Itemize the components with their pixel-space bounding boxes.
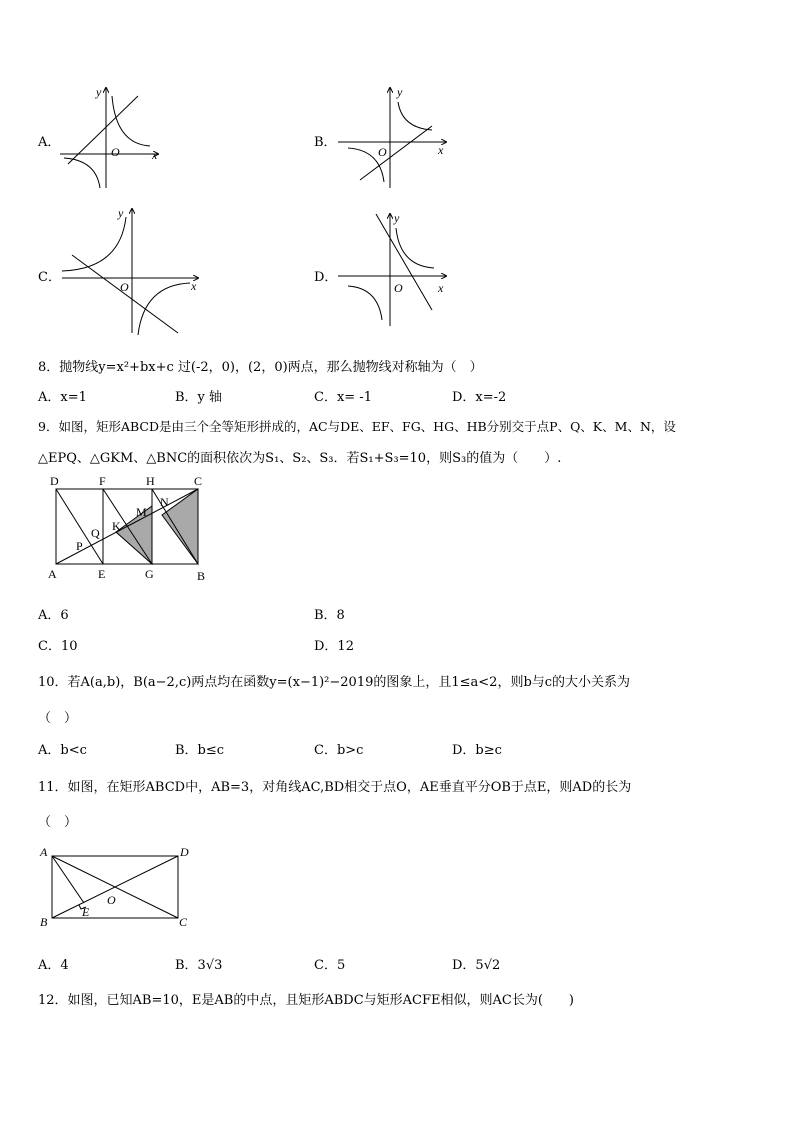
label-b: B [197, 569, 206, 583]
q7-option-d-graph [334, 210, 454, 330]
label-d: D [180, 845, 189, 859]
label-f: F [99, 474, 106, 488]
q10-stem: 10．若A(a,b)，B(a−2,c)两点均在函数y=(x−1)²−2019的图象上，且1≤a<2，则b与c的大小关系为 [38, 675, 631, 690]
q9-option-c[interactable]: C．10 [38, 639, 78, 654]
q11-option-d[interactable]: D．5√2 [452, 958, 501, 973]
q10-option-a[interactable]: A．b<c [38, 743, 87, 758]
q8-option-b[interactable]: B．y 轴 [175, 390, 223, 405]
y-label: y [394, 211, 400, 225]
q12-stem: 12．如图，已知AB=10，E是AB的中点，且矩形ABDC与矩形ACFE相似，则AC长为( ) [38, 993, 574, 1008]
q9-figure [44, 472, 224, 584]
q8-option-a[interactable]: A．x=1 [38, 390, 87, 405]
q11-option-b[interactable]: B．3√3 [175, 958, 223, 973]
label-e: E [98, 567, 106, 581]
line-graph [360, 126, 432, 180]
origin-label: O [378, 145, 387, 159]
hyperbola-branch-1 [396, 228, 434, 268]
q7-option-c-letter[interactable]: C． [38, 270, 61, 285]
q7-option-a-graph [58, 84, 178, 194]
hyperbola-branch-1 [398, 102, 432, 130]
hyperbola-branch-1 [112, 96, 150, 146]
label-o: O [107, 893, 116, 907]
q9-option-a[interactable]: A．6 [38, 608, 69, 623]
q10-paren: （ ） [38, 711, 78, 726]
label-a: A [40, 845, 48, 859]
origin-label: O [394, 281, 403, 295]
x-label: x [438, 143, 444, 157]
q7-option-c-graph [58, 203, 208, 338]
label-n: N [160, 495, 169, 509]
hyperbola-branch-2 [348, 286, 382, 320]
q10-option-b[interactable]: B．b≤c [175, 743, 225, 758]
q11-paren: （ ） [38, 815, 78, 830]
y-label: y [96, 85, 102, 99]
label-a: A [48, 567, 57, 581]
q11-option-c[interactable]: C．5 [314, 958, 346, 973]
label-c: C [194, 474, 203, 488]
label-m: M [136, 505, 147, 519]
label-h: H [146, 474, 155, 488]
q10-option-c[interactable]: C．b>c [314, 743, 364, 758]
y-label: y [118, 206, 124, 220]
x-label: x [438, 281, 444, 295]
label-k: K [112, 519, 121, 533]
label-q: Q [91, 526, 100, 540]
q11-option-a[interactable]: A．4 [38, 958, 69, 973]
label-p: P [76, 539, 83, 553]
x-label: x [191, 279, 197, 293]
q7-option-b-letter[interactable]: B． [314, 135, 337, 150]
origin-label: O [111, 145, 120, 159]
q10-option-d[interactable]: D．b≥c [452, 743, 502, 758]
line-graph [376, 214, 432, 310]
label-e: E [82, 905, 90, 919]
hyperbola-branch-2 [138, 283, 190, 335]
q11-figure [36, 842, 206, 932]
label-d: D [50, 474, 59, 488]
origin-label: O [120, 280, 129, 294]
segment-ae [52, 856, 84, 903]
q8-option-c[interactable]: C．x= -1 [314, 390, 372, 405]
q7-option-b-graph [334, 84, 454, 194]
hyperbola-branch-1 [62, 217, 126, 271]
q7-option-a-letter[interactable]: A． [38, 135, 61, 150]
q9-option-d[interactable]: D．12 [314, 639, 354, 654]
q8-option-d[interactable]: D．x=-2 [452, 390, 507, 405]
q9-stem-line-1: 9．如图，矩形ABCD是由三个全等矩形拼成的，AC与DE、EF、FG、HG、HB分别交于点P、Q、K、M、N，设 [38, 419, 676, 434]
q8-stem: 8．抛物线y=x²+bx+c 过(-2，0)，(2，0)两点，那么抛物线对称轴为（ ） [38, 360, 483, 375]
q7-option-d-letter[interactable]: D． [314, 270, 338, 285]
y-label: y [397, 85, 403, 99]
q9-stem-line-2: △EPQ、△GKM、△BNC的面积依次为S₁、S₂、S₃．若S₁+S₃=10，则S₃的值为（ ）. [38, 451, 562, 466]
label-g: G [145, 567, 154, 581]
q11-stem: 11．如图，在矩形ABCD中，AB=3，对角线AC,BD相交于点O，AE垂直平分OB于点E，则AD的长为 [38, 780, 632, 795]
label-b: B [40, 915, 48, 929]
label-c: C [179, 915, 188, 929]
q9-option-b[interactable]: B．8 [314, 608, 345, 623]
x-label: x [152, 148, 158, 162]
